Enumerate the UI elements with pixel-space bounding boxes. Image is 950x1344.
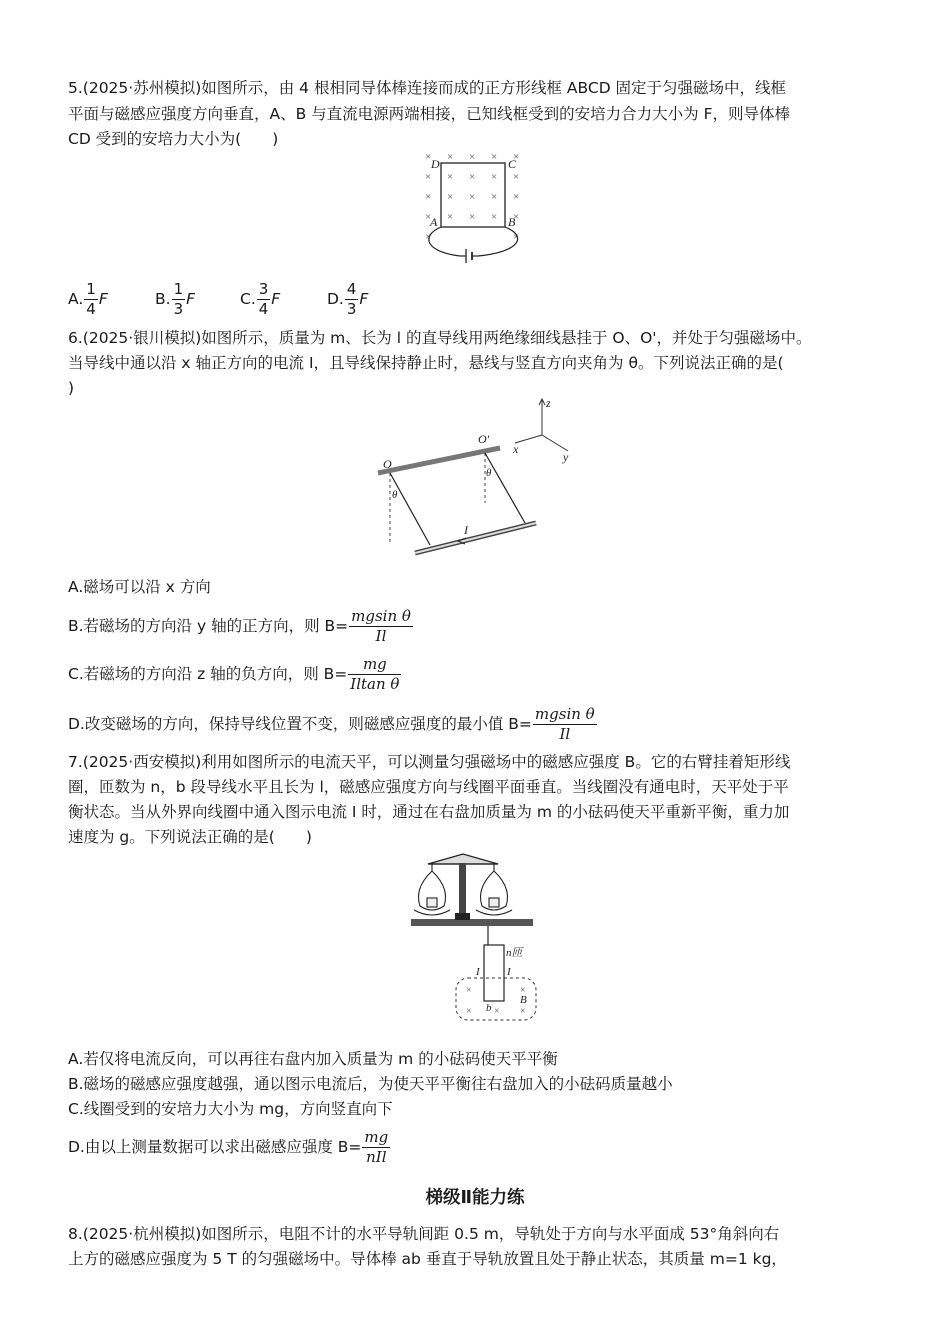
svg-text:×: × <box>513 191 520 203</box>
svg-text:×: × <box>491 211 498 223</box>
fraction: $\frac{mg}{\text{nIl}}$ <box>364 1128 389 1166</box>
q8-stem-line1: 8.(2025·杭州模拟)如图所示，电阻不计的水平导轨间距 0.5 m，导轨处于方向与水平面成 53°角斜向右 <box>68 1225 780 1243</box>
svg-text:×: × <box>447 211 454 223</box>
label-b: B <box>508 215 516 229</box>
q7-stem-line4: 速度为 g。下列说法正确的是( ) <box>68 828 312 846</box>
fraction: $\frac{\text{mgsin θ}}{Il}$ <box>534 705 595 743</box>
label-o: O <box>383 457 392 471</box>
q7-stem-line1: 7.(2025·西安模拟)利用如图所示的电流天平，可以测量匀强磁场中的磁感应强度 B。它的右臂挂着矩形线 <box>68 753 791 771</box>
q5-option-a[interactable]: A. $\frac{1}{4}$ F <box>68 280 108 318</box>
field-label-b: B <box>520 994 527 1006</box>
svg-text:×: × <box>469 211 476 223</box>
top-rod <box>378 448 500 473</box>
q5-option-b[interactable]: B. $\frac{1}{3}$ F <box>155 280 196 318</box>
label-c: C <box>508 157 517 171</box>
q5-option-c[interactable]: C. $\frac{3}{4}$ F <box>240 280 281 318</box>
svg-text:×: × <box>425 151 432 163</box>
svg-text:×: × <box>447 191 454 203</box>
q5-square-frame-figure <box>420 148 532 270</box>
suspension-thread-left <box>390 473 430 545</box>
section-title: 梯级Ⅱ能力练 <box>425 1188 525 1208</box>
q5-stem-line3: CD 受到的安培力大小为( ) <box>68 130 279 148</box>
q6-stem-line2: 当导线中通以沿 x 轴正方向的电流 I，且导线保持静止时，悬线与竖直方向夹角为 θ。下列说法正确的是( <box>68 354 784 372</box>
current-label: I <box>464 523 468 537</box>
power-wire-left <box>429 227 460 256</box>
rectangular-coil <box>484 945 504 1001</box>
svg-text:×: × <box>466 985 472 996</box>
label-d: D <box>431 157 440 171</box>
svg-text:×: × <box>513 171 520 183</box>
fraction: $\frac{mg}{\text{Iltan θ}}$ <box>350 655 400 693</box>
q6-option-c[interactable]: C.若磁场的方向沿 z 轴的负方向，则 B= $\frac{mg}{\text{Iltan θ}}$ <box>68 655 400 693</box>
svg-text:×: × <box>513 231 520 243</box>
q7-option-c[interactable]: C.线圈受到的安培力大小为 mg，方向竖直向下 <box>68 1100 393 1118</box>
svg-text:×: × <box>447 151 454 163</box>
q7-stem-line2: 圈，匝数为 n，b 段导线水平且长为 l，磁感应强度方向与线圈平面垂直。当线圈没有通电时，天平处于平 <box>68 778 789 796</box>
q7-current-balance-figure <box>408 848 543 1026</box>
power-wire-right <box>478 227 518 256</box>
q7-option-d[interactable]: D.由以上测量数据可以求出磁感应强度 B= $\frac{mg}{\text{nIl}}$ <box>68 1128 389 1166</box>
current-label-left: I <box>476 966 480 978</box>
svg-text:×: × <box>425 231 432 243</box>
label-a: A <box>430 215 438 229</box>
fraction: $\frac{1}{3}$ <box>173 280 184 318</box>
q8-stem-line2: 上方的磁感应强度为 5 T 的匀强磁场中。导体棒 ab 垂直于导轨放置且处于静止状态，其质量 m=1 kg， <box>68 1250 787 1268</box>
q6-option-b[interactable]: B.若磁场的方向沿 y 轴的正方向，则 B= $\frac{\text{mgsin θ}}{Il}$ <box>68 607 411 645</box>
q7-option-a[interactable]: A.若仅将电流反向，可以再往右盘内加入质量为 m 的小砝码使天平平衡 <box>68 1050 558 1068</box>
q6-option-d[interactable]: D.改变磁场的方向，保持导线位置不变，则磁感应强度的最小值 B= $\frac{\text{mgsin θ}}{Il}$ <box>68 705 595 743</box>
right-pan <box>476 864 512 915</box>
q6-stem-line3: ) <box>68 379 75 397</box>
q5-stem-line1: 5.(2025·苏州模拟)如图所示，由 4 根相同导体棒连接而成的正方形线框 ABCD 固定于匀强磁场中，线框 <box>68 79 787 97</box>
svg-text:×: × <box>513 151 520 163</box>
axis-z: z <box>546 396 551 410</box>
theta-left: θ <box>392 489 398 501</box>
fraction: $\frac{\text{mgsin θ}}{Il}$ <box>351 607 411 645</box>
coil-turns-label: n匝 <box>506 947 523 959</box>
svg-text:×: × <box>425 171 432 183</box>
fraction: $\frac{4}{3}$ <box>346 280 357 318</box>
svg-text:×: × <box>491 151 498 163</box>
q6-stem-line1: 6.(2025·银川模拟)如图所示，质量为 m、长为 l 的直导线用两绝缘细线悬挂于 O、O'，并处于匀强磁场中。 <box>68 329 812 347</box>
balance-beam <box>428 854 498 864</box>
label-o-prime: O′ <box>478 432 490 446</box>
segment-label-b: b <box>486 1002 492 1014</box>
current-label-right: I <box>507 966 511 978</box>
svg-text:×: × <box>494 1006 500 1017</box>
svg-text:×: × <box>491 171 498 183</box>
left-pan <box>414 864 450 915</box>
q7-option-b[interactable]: B.磁场的磁感应强度越强，通以图示电流后，为使天平平衡往右盘加入的小砝码质量越小 <box>68 1075 673 1093</box>
svg-text:×: × <box>520 985 526 996</box>
suspension-thread-right <box>485 453 525 523</box>
svg-text:×: × <box>513 211 520 223</box>
svg-text:×: × <box>469 171 476 183</box>
axis-x: x <box>513 442 519 456</box>
fraction: $\frac{1}{4}$ <box>86 280 96 318</box>
svg-text:×: × <box>447 171 454 183</box>
svg-text:×: × <box>491 191 498 203</box>
svg-text:×: × <box>425 191 432 203</box>
axes-indicator <box>515 399 568 451</box>
svg-text:×: × <box>469 191 476 203</box>
axis-y: y <box>563 450 569 464</box>
balance-base <box>411 919 533 926</box>
svg-text:×: × <box>469 151 476 163</box>
svg-text:×: × <box>520 1006 526 1017</box>
svg-text:×: × <box>466 1006 472 1017</box>
q6-option-a[interactable]: A.磁场可以沿 x 方向 <box>68 578 211 596</box>
svg-text:×: × <box>425 211 432 223</box>
q5-stem-line2: 平面与磁感应强度方向垂直，A、B 与直流电源两端相接，已知线框受到的安培力合力大小为 F，则导体棒 <box>68 105 791 123</box>
theta-right: θ <box>486 467 492 479</box>
q5-option-d[interactable]: D. $\frac{4}{3}$ F <box>327 280 369 318</box>
q7-stem-line3: 衡状态。当从外界向线圈中通入图示电流 I 时，通过在右盘加质量为 m 的小砝码使天平重新平衡，重力加 <box>68 803 790 821</box>
q6-suspended-wire-figure <box>370 395 590 563</box>
fraction: $\frac{3}{4}$ <box>258 280 269 318</box>
balance-pillar <box>459 863 466 918</box>
